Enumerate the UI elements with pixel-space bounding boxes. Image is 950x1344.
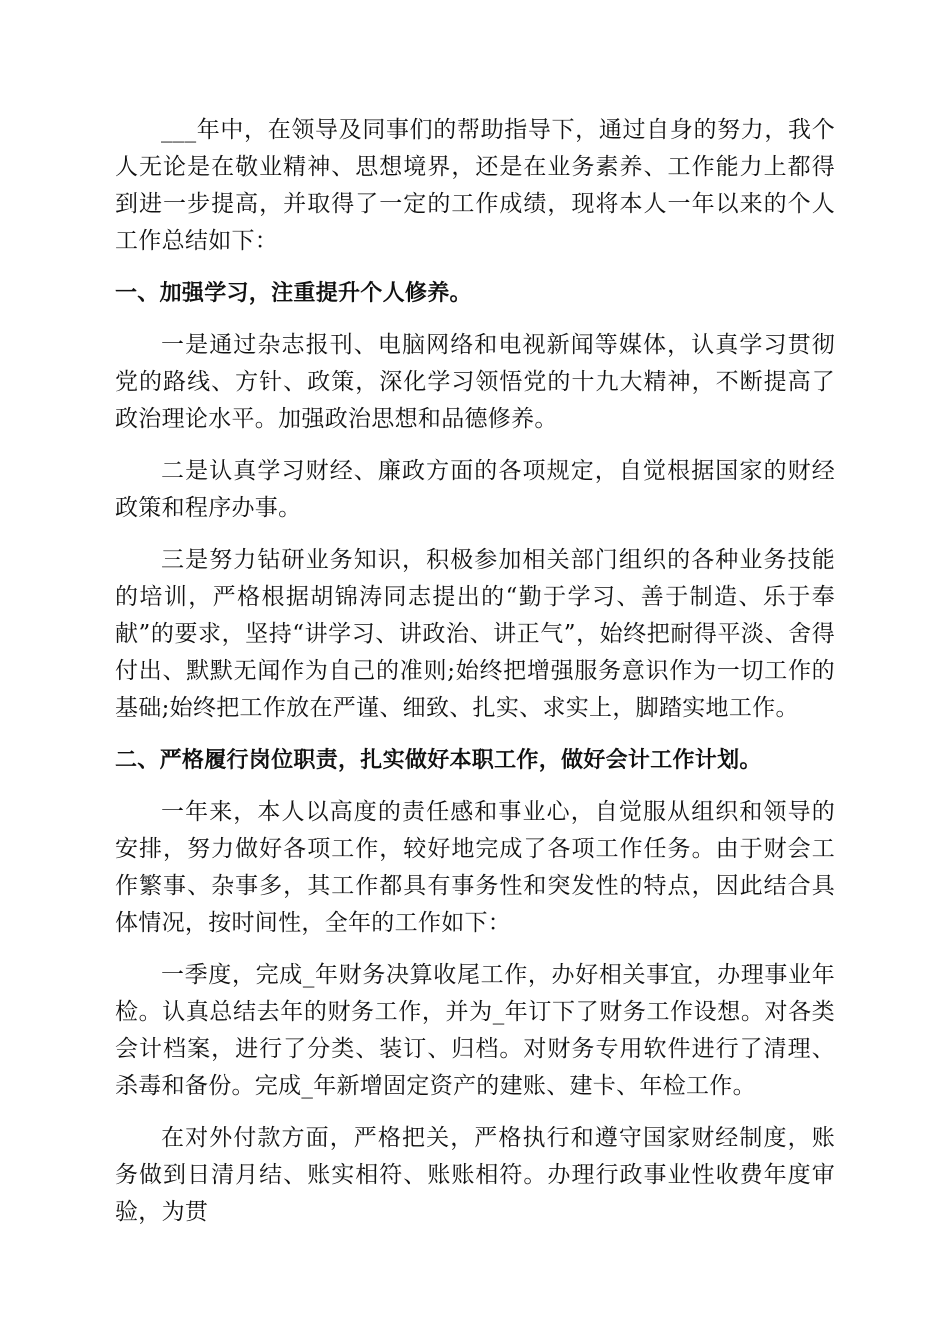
body-paragraph: 一年来，本人以高度的责任感和事业心，自觉服从组织和领导的安排，努力做好各项工作，较好地完成了各项工作任务。由于财会工作繁事、杂事多，其工作都具有事务性和突发性的特点，因此结合具体情况，按时间性，全年的工作如下：: [115, 799, 835, 936]
body-paragraph: 一季度，完成_年财务决算收尾工作，办好相关事宜，办理事业年检。认真总结去年的财务工作，并为_年订下了财务工作设想。对各类会计档案，进行了分类、装订、归档。对财务专用软件进行了清理、杀毒和备份。完成_年新增固定资产的建账、建卡、年检工作。: [115, 962, 835, 1099]
section-heading-2: 二、严格履行岗位职责，扎实做好本职工作，做好会计工作计划。: [115, 748, 762, 773]
body-paragraph: 二是认真学习财经、廉政方面的各项规定，自觉根据国家的财经政策和程序办事。: [115, 458, 835, 521]
body-paragraph: 在对外付款方面，严格把关，严格执行和遵守国家财经制度，账务做到日清月结、账实相符、账账相符。办理行政事业性收费年度审验，为贯: [115, 1125, 835, 1225]
intro-paragraph: ___年中，在领导及同事们的帮助指导下，通过自身的努力，我个人无论是在敬业精神、思想境界，还是在业务素养、工作能力上都得到进一步提高，并取得了一定的工作成绩，现将本人一年以来的个人工作总结如下：: [115, 117, 835, 254]
section-heading-1: 一、加强学习，注重提升个人修养。: [115, 281, 472, 306]
document-body: [115, 112, 835, 1246]
body-paragraph: 一是通过杂志报刊、电脑网络和电视新闻等媒体，认真学习贯彻党的路线、方针、政策，深化学习领悟党的十九大精神，不断提高了政治理论水平。加强政治思想和品德修养。: [115, 332, 835, 432]
body-paragraph: 三是努力钻研业务知识，积极参加相关部门组织的各种业务技能的培训，严格根据胡锦涛同志提出的“勤于学习、善于制造、乐于奉献”的要求，坚持“讲学习、讲政治、讲正气”，始终把耐得平淡、舍得付出、默默无闻作为自己的准则;始终把增强服务意识作为一切工作的基础;始终把工作放在严谨、细致、扎实、求实上，脚踏实地工作。: [115, 547, 835, 721]
